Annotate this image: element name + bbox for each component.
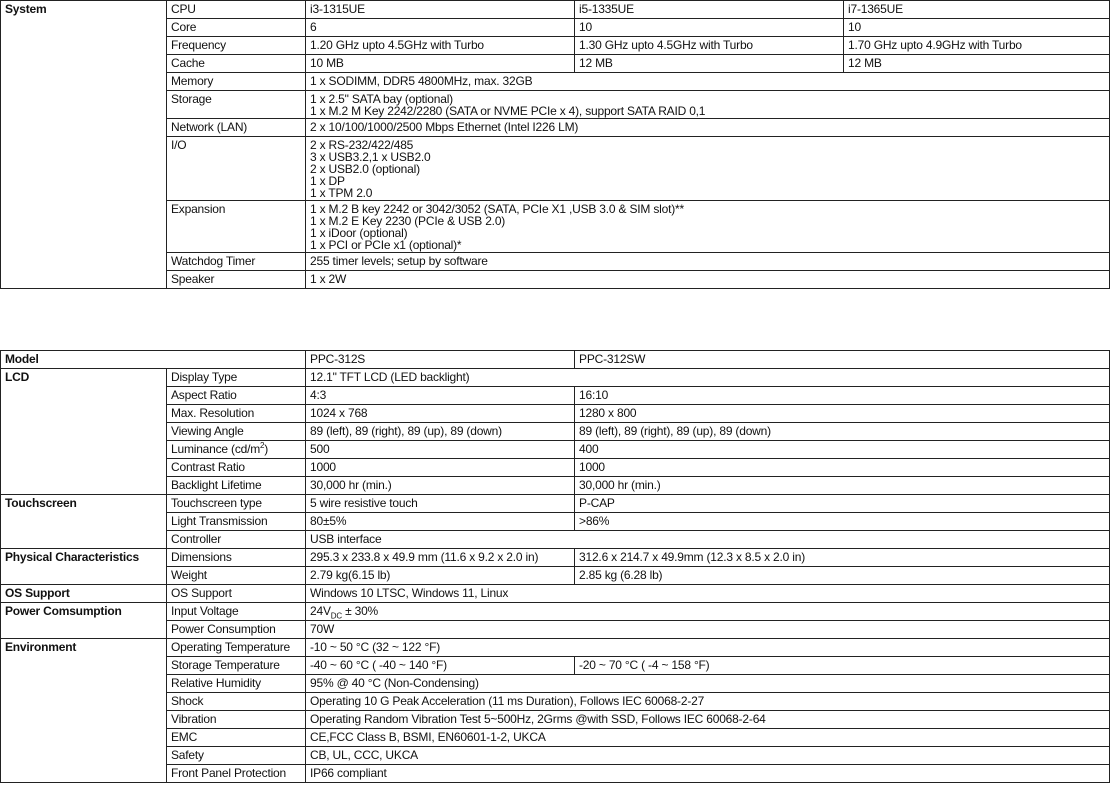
product-spec-table [0, 350, 1110, 783]
row-label-luminance [167, 441, 306, 459]
row-label-relative-humidity: Relative Humidity [167, 675, 306, 693]
input-voltage-pre: 24V [310, 604, 331, 618]
category-lcd: LCD [1, 369, 167, 495]
aspect-ratio-312sw: 16:10 [575, 387, 1110, 405]
row-label-storage: Storage [167, 91, 306, 119]
vibration-value: Operating Random Vibration Test 5~500Hz, 2Grms @with SSD, Follows IEC 60068-2-64 [306, 711, 1110, 729]
storage-temperature-312sw: -20 ~ 70 °C ( -4 ~ 158 °F) [575, 657, 1110, 675]
row-label-io: I/O [167, 137, 306, 201]
row-label-cache: Cache [167, 55, 306, 73]
row-label-aspect-ratio: Aspect Ratio [167, 387, 306, 405]
model-header: Model [1, 351, 306, 369]
core-i3: 6 [306, 19, 575, 37]
luminance-312s: 500 [306, 441, 575, 459]
frequency-i5: 1.30 GHz upto 4.5GHz with Turbo [575, 37, 844, 55]
speaker-value: 1 x 2W [306, 271, 1110, 289]
io-line: 1 x DP [310, 174, 345, 188]
row-label-vibration: Vibration [167, 711, 306, 729]
system-spec-table [0, 0, 1110, 289]
cpu-i7: i7-1365UE [844, 1, 1110, 19]
row-label-max-resolution: Max. Resolution [167, 405, 306, 423]
row-label-backlight-lifetime: Backlight Lifetime [167, 477, 306, 495]
row-label-watchdog: Watchdog Timer [167, 253, 306, 271]
front-panel-protection-value: IP66 compliant [306, 765, 1110, 783]
row-label-safety: Safety [167, 747, 306, 765]
core-i5: 10 [575, 19, 844, 37]
operating-temperature-value: -10 ~ 50 °C (32 ~ 122 °F) [306, 639, 1110, 657]
row-label-dimensions: Dimensions [167, 549, 306, 567]
cpu-i5: i5-1335UE [575, 1, 844, 19]
emc-value: CE,FCC Class B, BSMI, EN60601-1-2, UKCA [306, 729, 1110, 747]
expansion-line: 1 x M.2 B key 2242 or 3042/3052 (SATA, PCIe X1 ,USB 3.0 & SIM slot)** [310, 202, 684, 216]
storage-temperature-312s: -40 ~ 60 °C ( -40 ~ 140 °F) [306, 657, 575, 675]
category-touchscreen: Touchscreen [1, 495, 167, 549]
watchdog-value: 255 timer levels; setup by software [306, 253, 1110, 271]
memory-value: 1 x SODIMM, DDR5 4800MHz, max. 32GB [306, 73, 1110, 91]
io-line: 1 x TPM 2.0 [310, 186, 373, 200]
safety-value: CB, UL, CCC, UKCA [306, 747, 1110, 765]
backlight-lifetime-312s: 30,000 hr (min.) [306, 477, 575, 495]
input-voltage-sub: DC [330, 611, 342, 621]
storage-line: 1 x 2.5" SATA bay (optional) [310, 92, 453, 106]
expansion-value [306, 201, 1110, 253]
luminance-label-text: Luminance (cd/m [171, 442, 261, 456]
row-label-network: Network (LAN) [167, 119, 306, 137]
frequency-i3: 1.20 GHz upto 4.5GHz with Turbo [306, 37, 575, 55]
viewing-angle-312sw: 89 (left), 89 (right), 89 (up), 89 (down) [575, 423, 1110, 441]
row-label-speaker: Speaker [167, 271, 306, 289]
row-label-front-panel-protection: Front Panel Protection [167, 765, 306, 783]
category-physical: Physical Characteristics [1, 549, 167, 585]
input-voltage-post: ± 30% [341, 604, 379, 618]
row-label-input-voltage: Input Voltage [167, 603, 306, 621]
model-ppc-312sw: PPC-312SW [575, 351, 1110, 369]
aspect-ratio-312s: 4:3 [306, 387, 575, 405]
weight-312sw: 2.85 kg (6.28 lb) [575, 567, 1110, 585]
row-label-viewing-angle: Viewing Angle [167, 423, 306, 441]
weight-312s: 2.79 kg(6.15 lb) [306, 567, 575, 585]
row-label-touchscreen-type: Touchscreen type [167, 495, 306, 513]
row-label-frequency: Frequency [167, 37, 306, 55]
storage-line: 1 x M.2 M Key 2242/2280 (SATA or NVME PCIe x 4), support SATA RAID 0,1 [310, 104, 706, 118]
row-label-memory: Memory [167, 73, 306, 91]
max-resolution-312sw: 1280 x 800 [575, 405, 1110, 423]
storage-value [306, 91, 1110, 119]
network-value: 2 x 10/100/1000/2500 Mbps Ethernet (Intel I226 LM) [306, 119, 1110, 137]
cache-i5: 12 MB [575, 55, 844, 73]
io-line: 3 x USB3.2,1 x USB2.0 [310, 150, 431, 164]
cache-i3: 10 MB [306, 55, 575, 73]
model-ppc-312s: PPC-312S [306, 351, 575, 369]
row-label-power-consumption: Power Consumption [167, 621, 306, 639]
row-label-core: Core [167, 19, 306, 37]
contrast-ratio-312s: 1000 [306, 459, 575, 477]
row-label-operating-temperature: Operating Temperature [167, 639, 306, 657]
io-line: 2 x RS-232/422/485 [310, 138, 414, 152]
cpu-i3: i3-1315UE [306, 1, 575, 19]
dimensions-312s: 295.3 x 233.8 x 49.9 mm (11.6 x 9.2 x 2.0 in) [306, 549, 575, 567]
controller-value: USB interface [306, 531, 1110, 549]
frequency-i7: 1.70 GHz upto 4.9GHz with Turbo [844, 37, 1110, 55]
expansion-line: 1 x M.2 E Key 2230 (PCIe & USB 2.0) [310, 214, 506, 228]
row-label-light-transmission: Light Transmission [167, 513, 306, 531]
row-label-cpu: CPU [167, 1, 306, 19]
max-resolution-312s: 1024 x 768 [306, 405, 575, 423]
shock-value: Operating 10 G Peak Acceleration (11 ms Duration), Follows IEC 60068-2-27 [306, 693, 1110, 711]
row-label-expansion: Expansion [167, 201, 306, 253]
row-label-os-support: OS Support [167, 585, 306, 603]
backlight-lifetime-312sw: 30,000 hr (min.) [575, 477, 1110, 495]
row-label-storage-temperature: Storage Temperature [167, 657, 306, 675]
row-label-contrast-ratio: Contrast Ratio [167, 459, 306, 477]
category-environment: Environment [1, 639, 167, 783]
row-label-controller: Controller [167, 531, 306, 549]
category-os-support: OS Support [1, 585, 167, 603]
viewing-angle-312s: 89 (left), 89 (right), 89 (up), 89 (down) [306, 423, 575, 441]
row-label-shock: Shock [167, 693, 306, 711]
input-voltage-value [306, 603, 1110, 621]
row-label-weight: Weight [167, 567, 306, 585]
luminance-label-end: ) [264, 442, 269, 456]
light-transmission-312sw: >86% [575, 513, 1110, 531]
luminance-312sw: 400 [575, 441, 1110, 459]
expansion-line: 1 x iDoor (optional) [310, 226, 408, 240]
dimensions-312sw: 312.6 x 214.7 x 49.9mm (12.3 x 8.5 x 2.0 in) [575, 549, 1110, 567]
light-transmission-312s: 80±5% [306, 513, 575, 531]
core-i7: 10 [844, 19, 1110, 37]
category-power: Power Comsumption [1, 603, 167, 639]
io-line: 2 x USB2.0 (optional) [310, 162, 420, 176]
os-support-value: Windows 10 LTSC, Windows 11, Linux [306, 585, 1110, 603]
power-consumption-value: 70W [306, 621, 1110, 639]
row-label-emc: EMC [167, 729, 306, 747]
cache-i7: 12 MB [844, 55, 1110, 73]
display-type-value: 12.1" TFT LCD (LED backlight) [306, 369, 1110, 387]
touchscreen-type-312s: 5 wire resistive touch [306, 495, 575, 513]
category-system: System [1, 1, 167, 289]
io-value [306, 137, 1110, 201]
touchscreen-type-312sw: P-CAP [575, 495, 1110, 513]
row-label-display-type: Display Type [167, 369, 306, 387]
contrast-ratio-312sw: 1000 [575, 459, 1110, 477]
relative-humidity-value: 95% @ 40 °C (Non-Condensing) [306, 675, 1110, 693]
luminance-label-sup: 2 [260, 441, 265, 450]
expansion-line: 1 x PCI or PCIe x1 (optional)* [310, 238, 462, 252]
